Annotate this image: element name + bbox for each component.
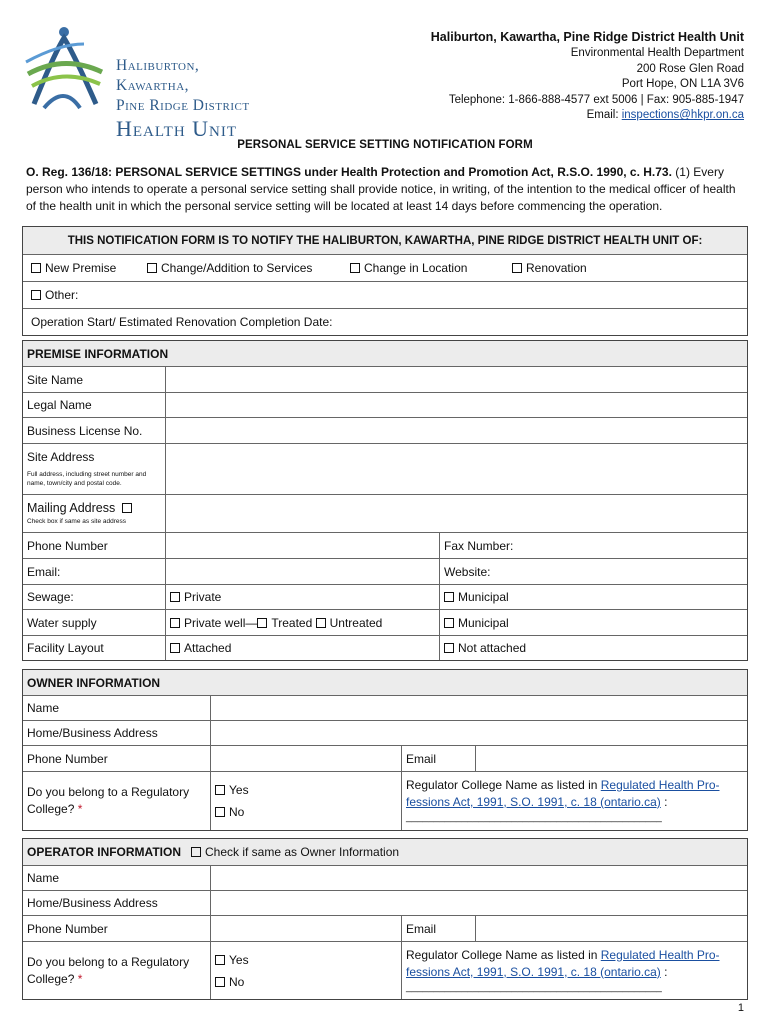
sewage-row	[23, 584, 747, 609]
college-question-line2	[27, 971, 82, 988]
same-as-site-checkbox[interactable]	[122, 503, 132, 513]
college-question-word: College?	[27, 802, 75, 816]
sewage-private-option[interactable]	[165, 585, 439, 609]
phone-label: Phone Number	[27, 538, 108, 553]
checkbox[interactable]	[191, 847, 201, 857]
operator-section	[22, 838, 748, 1000]
page-number: 1	[737, 1002, 744, 1014]
required-asterisk: *	[77, 971, 83, 986]
option-label: Renovation	[526, 261, 587, 275]
website-field[interactable]	[439, 559, 747, 584]
intro-paragraph	[26, 164, 746, 215]
checkbox[interactable]	[31, 263, 41, 273]
mailing-address-note: Check box if same as site address	[27, 518, 126, 525]
reg-line2	[406, 794, 667, 811]
logo-emblem-icon	[24, 24, 104, 114]
option-other-row[interactable]	[23, 281, 747, 308]
option-label: Attached	[184, 641, 232, 655]
email-label: Email:	[27, 564, 61, 579]
operator-name-row	[23, 865, 747, 890]
checkbox[interactable]	[215, 785, 225, 795]
water-municipal-option[interactable]	[439, 610, 747, 635]
license-label: Business License No.	[27, 423, 143, 438]
layout-row	[23, 635, 747, 660]
operator-email-label: Email	[401, 916, 475, 941]
site-name-field[interactable]	[165, 367, 747, 392]
email-line	[431, 108, 744, 124]
operator-college-question	[23, 942, 210, 999]
owner-email-field[interactable]	[475, 746, 747, 771]
owner-email-label: Email	[401, 746, 475, 771]
logo-wordmark	[116, 56, 274, 142]
city-postal: Port Hope, ON L1A 3V6	[621, 78, 744, 91]
site-address-label: Site Address	[27, 450, 95, 464]
site-address-label-cell	[23, 444, 165, 494]
mailing-address-label-cell	[23, 495, 165, 532]
regulation-reference: O. Reg. 136/18: PERSONAL SERVICE SETTINGS under Health Protection and Promotion Act, R.S.O. 1990, c. H.73.	[26, 165, 672, 179]
email-label: Email:	[586, 109, 622, 122]
operator-address-label: Home/Business Address	[27, 896, 158, 910]
treated-checkbox[interactable]	[257, 618, 267, 628]
site-address-row	[23, 443, 747, 494]
health-unit-logo	[24, 24, 274, 141]
start-date-row[interactable]	[23, 308, 747, 335]
notification-heading-row	[23, 227, 747, 254]
legal-name-label: Legal Name	[27, 398, 92, 412]
layout-label: Facility Layout	[27, 641, 104, 655]
sewage-municipal-option[interactable]	[439, 585, 747, 609]
checkbox[interactable]	[147, 263, 157, 273]
checkbox[interactable]	[444, 618, 454, 628]
regulated-act-link-cont[interactable]: fessions Act, 1991, S.O. 1991, c. 18 (ontario.ca)	[406, 964, 661, 979]
site-address-field[interactable]	[165, 444, 747, 494]
premise-section	[22, 340, 748, 661]
water-label: Water supply	[27, 615, 97, 630]
layout-attached-option[interactable]	[165, 636, 439, 660]
same-as-owner-label: Check if same as Owner Information	[205, 845, 400, 859]
option-label: New Premise	[45, 261, 117, 275]
logo-line-2: Pine Ridge District	[116, 97, 250, 114]
premise-heading: PREMISE INFORMATION	[27, 346, 169, 361]
private-well-label: Private well—	[184, 615, 258, 630]
water-private-options	[165, 610, 439, 635]
owner-college-no[interactable]	[215, 801, 244, 823]
logo-line-3: Health Unit	[116, 116, 238, 141]
owner-phone-row	[23, 745, 747, 771]
owner-college-question	[23, 772, 210, 830]
notification-heading: THIS NOTIFICATION FORM IS TO NOTIFY THE HALIBURTON, KAWARTHA, PINE RIDGE DISTRICT HEALTH UNIT OF:	[67, 234, 703, 247]
checkbox[interactable]	[444, 592, 454, 602]
mailing-address-row	[23, 494, 747, 532]
operator-phone-field[interactable]	[210, 916, 401, 941]
notification-options-row	[23, 254, 747, 281]
regulated-act-link[interactable]: Regulated Health Pro-	[600, 778, 720, 792]
owner-address-row	[23, 720, 747, 745]
option-label: Private	[184, 590, 222, 604]
option-change-location[interactable]	[346, 261, 508, 275]
form-title: PERSONAL SERVICE SETTING NOTIFICATION FORM	[237, 139, 533, 151]
college-question-line1: Do you belong to a Regulatory	[27, 785, 190, 799]
owner-name-label: Name	[27, 701, 60, 715]
operator-email-field[interactable]	[475, 916, 747, 941]
premise-heading-row	[23, 341, 747, 366]
email-link[interactable]: inspections@hkpr.on.ca	[621, 109, 744, 122]
college-question-line1: Do you belong to a Regulatory	[27, 954, 190, 969]
fax-field[interactable]	[439, 533, 747, 558]
phone-field[interactable]	[165, 533, 439, 558]
operator-heading-row	[23, 839, 747, 865]
intro-text: (1) Every person who intends to operate a personal service setting shall provide notice, in writing, of the intention to the medical officer of health of the health unit in which the personal service setting will be located at least 14 days before commencing the operation.	[26, 165, 736, 213]
option-label: Change in Location	[364, 261, 468, 275]
owner-heading: OWNER INFORMATION	[27, 675, 161, 690]
operator-heading: OPERATOR INFORMATION	[27, 845, 181, 859]
yes-label: Yes	[229, 952, 249, 967]
mailing-address-field[interactable]	[165, 495, 747, 532]
street-address: 200 Rose Glen Road	[636, 62, 744, 75]
untreated-label: Untreated	[329, 615, 383, 630]
regulated-act-link-cont[interactable]: fessions Act, 1991, S.O. 1991, c. 18 (ontario.ca)	[406, 795, 661, 809]
college-question-line2	[27, 801, 82, 818]
operator-college-row	[23, 941, 747, 999]
no-label: No	[229, 974, 245, 989]
option-label: Change/Addition to Services	[161, 261, 313, 275]
checkbox[interactable]	[215, 977, 225, 987]
no-label: No	[229, 805, 245, 819]
treated-label: Treated	[271, 615, 313, 630]
mailing-label-line	[27, 501, 136, 515]
option-change-services[interactable]	[143, 261, 346, 275]
operator-college-answers	[210, 942, 401, 999]
department: Environmental Health Department	[570, 47, 744, 59]
phone-fax-row	[23, 532, 747, 558]
contact-block	[431, 28, 744, 124]
owner-phone-label: Phone Number	[27, 751, 108, 766]
owner-name-field[interactable]	[210, 696, 747, 720]
operator-college-no[interactable]	[215, 971, 244, 993]
operator-college-yes[interactable]	[215, 949, 249, 971]
owner-address-label: Home/Business Address	[27, 726, 158, 740]
other-label: Other:	[45, 288, 79, 302]
checkbox[interactable]	[444, 643, 454, 653]
reg-text: Regulator College Name as listed in	[406, 778, 601, 792]
reg-line2	[406, 964, 667, 981]
owner-college-answers	[210, 772, 401, 830]
option-label: Not attached	[458, 641, 527, 655]
layout-not-attached-option[interactable]	[439, 636, 747, 660]
site-name-label: Site Name	[27, 372, 84, 387]
operator-address-row	[23, 890, 747, 915]
yes-label: Yes	[229, 783, 249, 797]
college-name-blank: ______________________________________________	[406, 812, 662, 823]
untreated-checkbox[interactable]	[316, 618, 326, 628]
operator-phone-row	[23, 915, 747, 941]
sewage-label: Sewage:	[27, 590, 74, 604]
regulated-act-link[interactable]: Regulated Health Pro-	[600, 947, 720, 962]
reg-text: Regulator College Name as listed in	[406, 947, 601, 962]
operator-phone-label: Phone Number	[27, 921, 108, 936]
legal-name-field[interactable]	[165, 393, 747, 417]
org-name: Haliburton, Kawartha, Pine Ridge District Health Unit	[430, 30, 744, 44]
private-well-checkbox[interactable]	[170, 618, 180, 628]
checkbox[interactable]	[215, 955, 225, 965]
operator-college-name-field[interactable]	[401, 942, 747, 999]
fax-label: Fax Number:	[444, 538, 514, 553]
owner-college-row	[23, 771, 747, 830]
required-asterisk: *	[77, 802, 83, 816]
checkbox[interactable]	[215, 807, 225, 817]
checkbox[interactable]	[170, 592, 180, 602]
site-name-row	[23, 366, 747, 392]
checkbox[interactable]	[170, 643, 180, 653]
website-label: Website:	[444, 564, 491, 579]
operator-address-field[interactable]	[210, 891, 747, 915]
start-date-label: Operation Start/ Estimated Renovation Completion Date:	[31, 315, 333, 329]
college-question-word: College?	[27, 971, 75, 986]
option-renovation[interactable]	[508, 261, 587, 275]
mailing-address-label: Mailing Address	[27, 501, 116, 515]
water-row	[23, 609, 747, 635]
phone-fax: Telephone: 1-866-888-4577 ext 5006 | Fax: 905-885-1947	[448, 93, 744, 106]
option-label: Municipal	[458, 615, 509, 630]
option-label: Municipal	[458, 590, 509, 604]
owner-address-field[interactable]	[210, 721, 747, 745]
email-field[interactable]	[165, 559, 439, 584]
reg-colon: :	[660, 964, 668, 979]
checkbox[interactable]	[350, 263, 360, 273]
same-as-owner-option[interactable]	[191, 845, 399, 859]
logo-line-1: Haliburton, Kawartha,	[116, 57, 200, 94]
owner-phone-field[interactable]	[210, 746, 401, 771]
owner-college-name-field[interactable]	[401, 772, 747, 830]
site-address-note: Full address, including street number and name, town/city and postal code.	[27, 471, 147, 487]
college-name-blank: ______________________________________________	[406, 981, 662, 993]
reg-colon: :	[660, 795, 668, 809]
owner-name-row	[23, 695, 747, 720]
license-row	[23, 417, 747, 443]
checkbox[interactable]	[31, 290, 41, 300]
email-website-row	[23, 558, 747, 584]
owner-section	[22, 669, 748, 831]
license-field[interactable]	[165, 418, 747, 443]
checkbox[interactable]	[512, 263, 522, 273]
reg-line1	[406, 947, 720, 964]
operator-name-label: Name	[27, 871, 60, 885]
reg-line1	[406, 777, 720, 794]
owner-college-yes[interactable]	[215, 779, 249, 801]
option-new-premise[interactable]	[23, 261, 143, 275]
legal-name-row	[23, 392, 747, 417]
notification-section	[22, 226, 748, 336]
operator-name-field[interactable]	[210, 866, 747, 890]
owner-heading-row	[23, 670, 747, 695]
